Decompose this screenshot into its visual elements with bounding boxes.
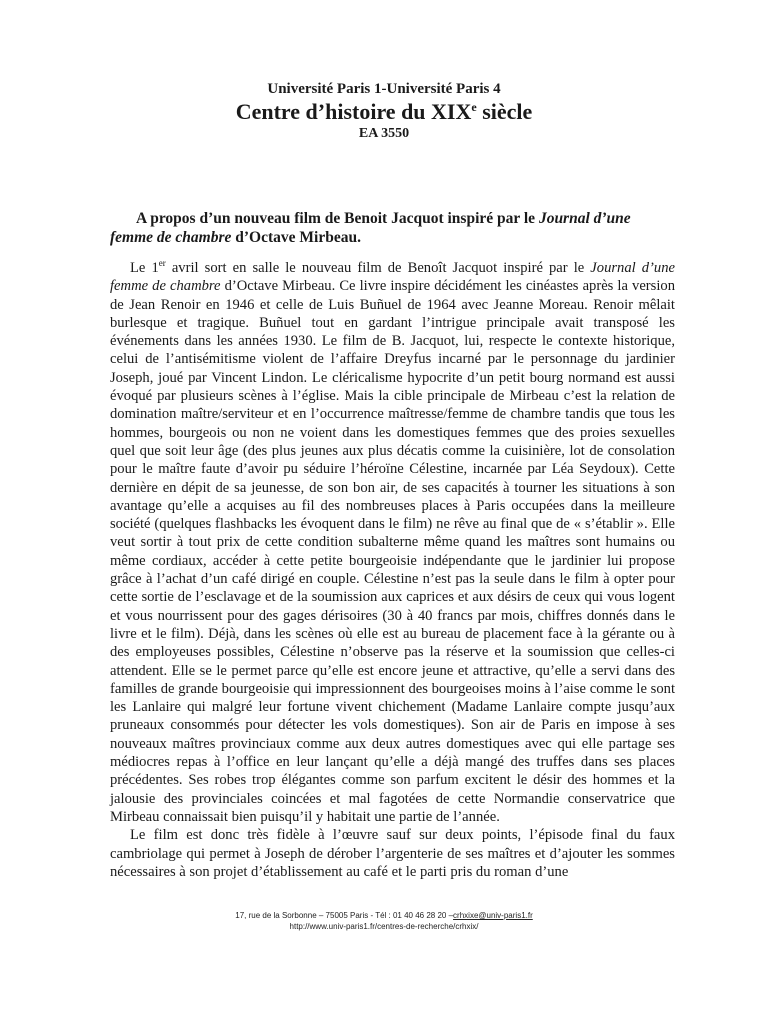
centre-title-superscript: e <box>471 100 477 114</box>
article-title <box>110 209 660 247</box>
p1-ordinal: er <box>158 258 166 268</box>
footer-email-link[interactable]: crhxixe@univ-paris1.fr <box>453 911 533 920</box>
article-title-part1: A propos d’un nouveau film de Benoit Jacquot inspiré par le <box>136 210 539 227</box>
centre-title-text: Centre d’histoire du XIX <box>235 99 472 124</box>
footer-url-link[interactable]: http://www.univ-paris1.fr/centres-de-recherche/crhxix/ <box>289 922 479 931</box>
page-footer <box>0 910 768 932</box>
paragraph-2: Le film est donc très fidèle à l’œuvre sauf sur deux points, l’épisode final du faux cambriolage qui permet à Joseph de dérober l’argenterie de ses maîtres et d’ajouter les sommes nécessaires à son projet d’établissement au café et le parti pris du roman d’une <box>110 827 675 880</box>
university-name: Université Paris 1-Université Paris 4 <box>267 81 501 97</box>
paragraph-1 <box>110 259 675 826</box>
article-title-book: Journal d’une femme de chambre <box>110 210 631 246</box>
p1-segment: avril sort en salle le nouveau film de Benoît Jacquot inspiré par le <box>165 260 591 276</box>
p1-book-title: Journal d’une femme de chambre <box>110 260 675 295</box>
article-title-part2: d’Octave Mirbeau. <box>231 229 361 246</box>
footer-contact-line <box>0 910 768 921</box>
article-body <box>110 259 675 881</box>
centre-title <box>0 99 768 125</box>
ea-code: EA 3550 <box>358 126 410 141</box>
p1-start: Le 1 <box>130 260 159 276</box>
letterhead <box>0 80 768 142</box>
centre-title-suffix: siècle <box>476 99 533 124</box>
p1-rest: d’Octave Mirbeau. Ce livre inspire décidément les cinéastes après la version de Jean Renoir en 1946 et celle de Luis Buñuel de 1964 avec Jeanne Moreau. Renoir mêlait burlesque et tragique. Buñuel tout en gardant l’intrigue principale avait transposé les événements dans les années 1930. Le film de B. Jacquot, lui, respecte le contexte historique, celui de l’antisémitisme violent de l’affaire Dreyfus incarné par le personnage du jardinier Joseph, joué par Vincent Lindon. Le cléricalisme hypocrite d’un petit bourg normand est aussi évoqué par plusieurs scènes à l’église. Mais la cible principale de Mirbeau c’est la relation de domination maître/serviteur et en l’occurrence maîtresse/femme de chambre tandis que tous les hommes, bourgeois ou non ne voient dans les domestiques femmes que des proies sexuelles quel que soit leur âge (des plus jeunes aux plus décatis comme la cuisinière, lot de consolation pour le maître faute d’avoir pu séduire l’héroïne Célestine, incarnée par Léa Seydoux). Cette dernière en dépit de sa jeunesse, de son bon air, de ses capacités à tourner les situations à son avantage qu’elle a acquises au fil des nombreuses places à Paris occupées dans la meilleure société (quelques flashbacks les évoquent dans le film) ne rêve au final que de « s’établir ». Elle veut sortir à tout prix de cette condition subalterne même quand les maîtres sont humains ou même cordiaux, accéder à cette petite bourgeoisie indépendante que le jardinier lui propose grâce à l’achat d’un café dirigé en couple. Célestine n’est pas la seule dans le film à opter pour cette sortie de l’esclavage et de la soumission aux caprices et aux désirs de ceux qui vous logent et vous nourrissent pour des gages dérisoires (30 à 40 francs par mois, chiffres donnés dans le livre et le film). Déjà, dans les scènes où elle est au bureau de placement face à la gérante ou à des employeuses possibles, Célestine n’observe pas la réserve et la soumission que celles-ci attendent. Elle se le permet parce qu’elle est encore jeune et attractive, qu’elle a servi dans des familles de grande bourgeoisie qui impressionnent des bourgeoises moins à l’aise comme le sont les Lanlaire qui malgré leur fortune vivent chichement (Madame Lanlaire compte jusqu’aux pruneaux consommés pour détecter les vols domestiques). Son air de Paris en impose à ses nouveaux maîtres provinciaux comme aux deux autres domestiques avec qui elle partage ses médiocres repas à l’office en leur lançant qu’elle a déjà mangé des truffes dans ses places précédentes. Ses robes trop élégantes comme son parfum excitent le désir des hommes et la jalousie des provinciales coincées et mal fagotées de cette Normandie conservatrice que Mirbeau connaissait bien puisqu’il y habitait une partie de l’année. <box>110 278 675 825</box>
footer-address: 17, rue de la Sorbonne – 75005 Paris - Tél : 01 40 46 28 20 – <box>235 911 454 920</box>
